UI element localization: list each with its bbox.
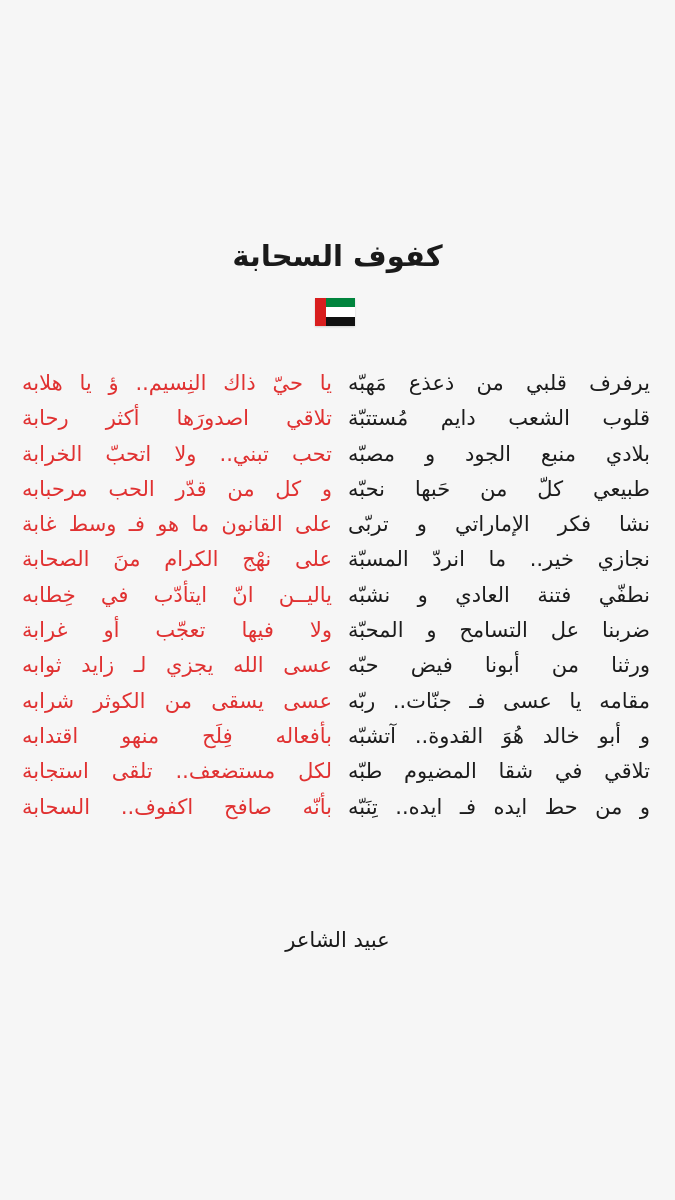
verse-line: على نهْج الكرام منَ الصحابة — [22, 547, 332, 572]
verse-line: عسى يسقى من الكوثر شرابه — [22, 688, 332, 713]
verse-line: بأنّه صافح اكفوف.. السحابة — [22, 794, 332, 819]
verse-line: و أبو خالد هُوَ القدوة.. آتشبّه — [348, 723, 650, 748]
verse-line: قلوب الشعب دايم مُستتبّة — [348, 406, 650, 431]
verse-line: و كل من قدّر الحب مرحبابه — [22, 476, 332, 501]
verse-line: عسى الله يجزي لـ زايد ثوابه — [22, 653, 332, 678]
flag-hoist-bar — [315, 298, 326, 326]
verse-line: ورثنا من أبونا فيض حبّه — [348, 653, 650, 678]
flag-stripe-green — [326, 298, 355, 307]
verse-line: على القانون ما هو فـ وسط غابة — [22, 512, 332, 537]
verse-line: بأفعاله فِلَح منهو اقتدابه — [22, 723, 332, 748]
flag-stripes — [326, 298, 355, 326]
poem-title: كفوف السحابة — [232, 239, 443, 273]
verse-line: ولا فيها تعجّب أو غرابة — [22, 618, 332, 643]
verse-line: و من حط ايده فـ ايده.. تِنَبّه — [348, 794, 650, 819]
verse-line: تلاقي اصدورَها أكثر رحابة — [22, 406, 332, 431]
verse-line: لكل مستضعف.. تلقى استجابة — [22, 759, 332, 784]
verse-line: نجازي خير.. ما انردّ المسبّة — [348, 547, 650, 572]
flag-stripe-white — [326, 307, 355, 316]
flag-stripe-black — [326, 317, 355, 326]
verse-line: ياليــن انّ ايتأدّب في خِطابه — [22, 582, 332, 607]
verse-line: ضربنا عل التسامح و المحبّة — [348, 618, 650, 643]
verse-line: طبيعي كلّ من حَبها نحبّه — [348, 476, 650, 501]
verse-line: يرفرف قلبي من ذعذع مَهبّه — [348, 371, 650, 395]
poem-right-column — [348, 366, 650, 825]
verse-line: نشا فكر الإماراتي و تربّى — [348, 512, 650, 537]
verse-line: بلادي منبع الجود و مصبّه — [348, 441, 650, 466]
verse-line: مقامه يا عسى فـ جنّات.. ربّه — [348, 688, 650, 713]
verse-line: نطفّي فتنة العادي و نشبّه — [348, 582, 650, 607]
poem-left-column — [22, 366, 332, 825]
poet-name: عبيد الشاعر — [285, 928, 390, 952]
verse-line: يا حيّ ذاك النِسيم.. ؤ يا هلابه — [22, 371, 332, 395]
uae-flag-icon — [315, 298, 355, 326]
verse-line: تحب تبني.. ولا اتحبّ الخرابة — [22, 441, 332, 466]
verse-line: تلاقي في شقا المضيوم طبّه — [348, 759, 650, 784]
